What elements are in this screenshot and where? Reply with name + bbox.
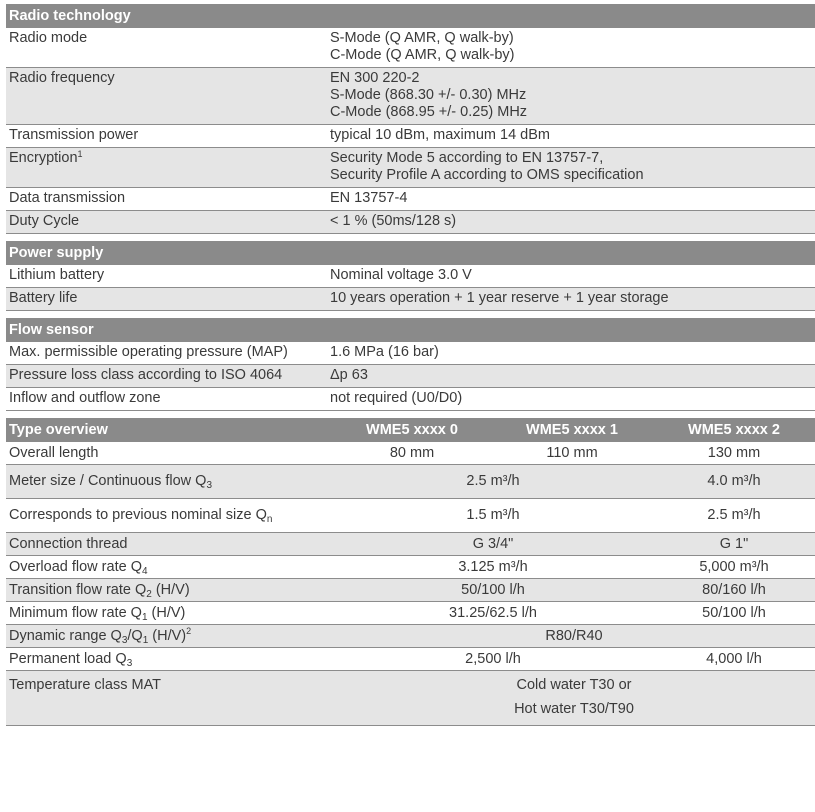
label-text: Temperature class MAT [9,677,162,693]
row-label [6,647,333,670]
row-label: Lithium battery [9,267,105,283]
label-suffix: (H/V) [151,581,190,598]
value-line: 1.6 MPa (16 bar) [330,344,439,360]
cell-value: 2.5 m³/h [333,464,653,498]
cell-value: G 1" [653,532,815,555]
column-header-wme5-0: WME5 xxxx 0 [333,418,491,442]
cell-value: 1.5 m³/h [333,498,653,532]
row-label: Data transmission [9,190,126,206]
table-row [6,265,815,287]
value-line: 10 years operation + 1 year reserve + 1 year storage [330,290,669,306]
value-line: Δp 63 [330,367,368,383]
value-line: typical 10 dBm, maximum 14 dBm [330,127,550,143]
subscript: 4 [141,565,148,577]
table-row [6,287,815,310]
type-overview-section [6,418,815,726]
row-value [330,211,815,233]
subscript: 1 [141,611,148,623]
cell-value: G 3/4" [333,532,653,555]
value-line: S-Mode (Q AMR, Q walk-by) [330,30,514,46]
row-label: Overall length [9,444,99,461]
table-row [6,147,815,187]
column-header-wme5-2: WME5 xxxx 2 [653,418,815,442]
row-value [330,28,815,67]
subscript: 3 [206,480,213,491]
row-label: Radio frequency [9,70,115,86]
cell-value: 130 mm [707,444,761,461]
column-header-wme5-1: WME5 xxxx 1 [491,418,653,442]
label-text: Dynamic range Q [9,627,122,644]
value-line: not required (U0/D0) [330,390,463,406]
value-line: Security Profile A according to OMS specification [330,167,644,183]
cell-value: 110 mm [546,444,598,461]
subscript: n [266,514,273,525]
value-line: < 1 % (50ms/128 s) [330,213,457,229]
subscript: 3 [126,657,133,669]
row-label: Connection thread [6,532,333,555]
label-text: Meter size / Continuous flow Q [9,473,207,489]
value-line: Hot water T30/T90 [514,701,634,717]
row-label: Max. permissible operating pressure (MAP) [9,344,288,360]
table-row [6,342,815,364]
value-line: EN 300 220-2 [330,70,420,86]
table-row [6,124,815,147]
row-value [330,388,815,410]
row-label [6,670,333,725]
row-value [330,125,815,147]
row-label [6,555,333,578]
cell-value: 80/160 l/h [653,578,815,601]
section-title: Type overview [6,418,333,442]
label-text: Permanent load Q [9,650,127,667]
cell-value: 4.0 m³/h [653,464,815,498]
technical-data-sheet [6,4,815,726]
row-label [6,624,333,647]
label-text: /Q [127,627,143,644]
label-text: Transition flow rate Q [9,581,147,598]
row-value [330,365,815,387]
label-text: Encryption [9,150,78,166]
footnote-marker: 1 [77,149,83,159]
row-label: Transmission power [9,127,139,143]
row-value [330,188,815,210]
section-title: Radio technology [9,8,131,24]
cell-value: 31.25/62.5 l/h [333,601,653,624]
cell-value [333,670,815,725]
subscript: 3 [121,634,128,646]
row-label [6,464,333,498]
label-text: Minimum flow rate Q [9,604,142,621]
row-label: Inflow and outflow zone [9,390,161,406]
value-line: EN 13757-4 [330,190,408,206]
footnote-marker: 2 [186,625,192,636]
power-supply-header [6,241,815,265]
power-supply-section [6,241,815,311]
row-label [6,498,333,532]
row-value [330,265,815,287]
label-text: Corresponds to previous nominal size Q [9,507,267,523]
flow-sensor-section [6,318,815,411]
row-label: Radio mode [9,30,88,46]
cell-value: 5,000 m³/h [653,555,815,578]
value-line: Cold water T30 or [516,677,632,693]
row-label [6,148,330,187]
label-text: Overload flow rate Q [9,558,142,575]
section-title: Flow sensor [9,322,94,338]
type-overview-table [6,418,815,725]
cell-value: R80/R40 [333,624,815,647]
value-line: S-Mode (868.30 +/- 0.30) MHz [330,87,527,103]
table-row [6,364,815,387]
cell-value: 3.125 m³/h [333,555,653,578]
cell-value: 80 mm [389,444,435,461]
radio-technology-section [6,4,815,234]
row-label: Duty Cycle [9,213,80,229]
row-label [6,601,333,624]
table-row [6,67,815,124]
cell-value: 4,000 l/h [653,647,815,670]
cell-value: 50/100 l/h [333,578,653,601]
subscript: 2 [146,588,152,600]
value-line: C-Mode (Q AMR, Q walk-by) [330,47,515,63]
subscript: 1 [142,634,149,646]
table-row [6,210,815,233]
row-value [330,148,815,187]
table-row [6,387,815,410]
flow-sensor-header [6,318,815,342]
table-row [6,187,815,210]
row-label [6,578,333,601]
value-line: C-Mode (868.95 +/- 0.25) MHz [330,104,528,120]
value-line: Security Mode 5 according to EN 13757-7, [330,150,604,166]
label-suffix: (H/V) [147,604,186,621]
row-label: Battery life [9,290,78,306]
row-value [330,68,815,124]
table-row [6,28,815,67]
row-value [330,342,815,364]
row-label: Pressure loss class according to ISO 4064 [9,367,283,383]
radio-technology-header [6,4,815,28]
value-line: Nominal voltage 3.0 V [330,267,472,283]
cell-value: 2,500 l/h [333,647,653,670]
cell-value: 50/100 l/h [653,601,815,624]
label-suffix: (H/V) [148,627,187,644]
cell-value: 2.5 m³/h [653,498,815,532]
row-value [330,288,815,310]
section-title: Power supply [9,245,104,261]
